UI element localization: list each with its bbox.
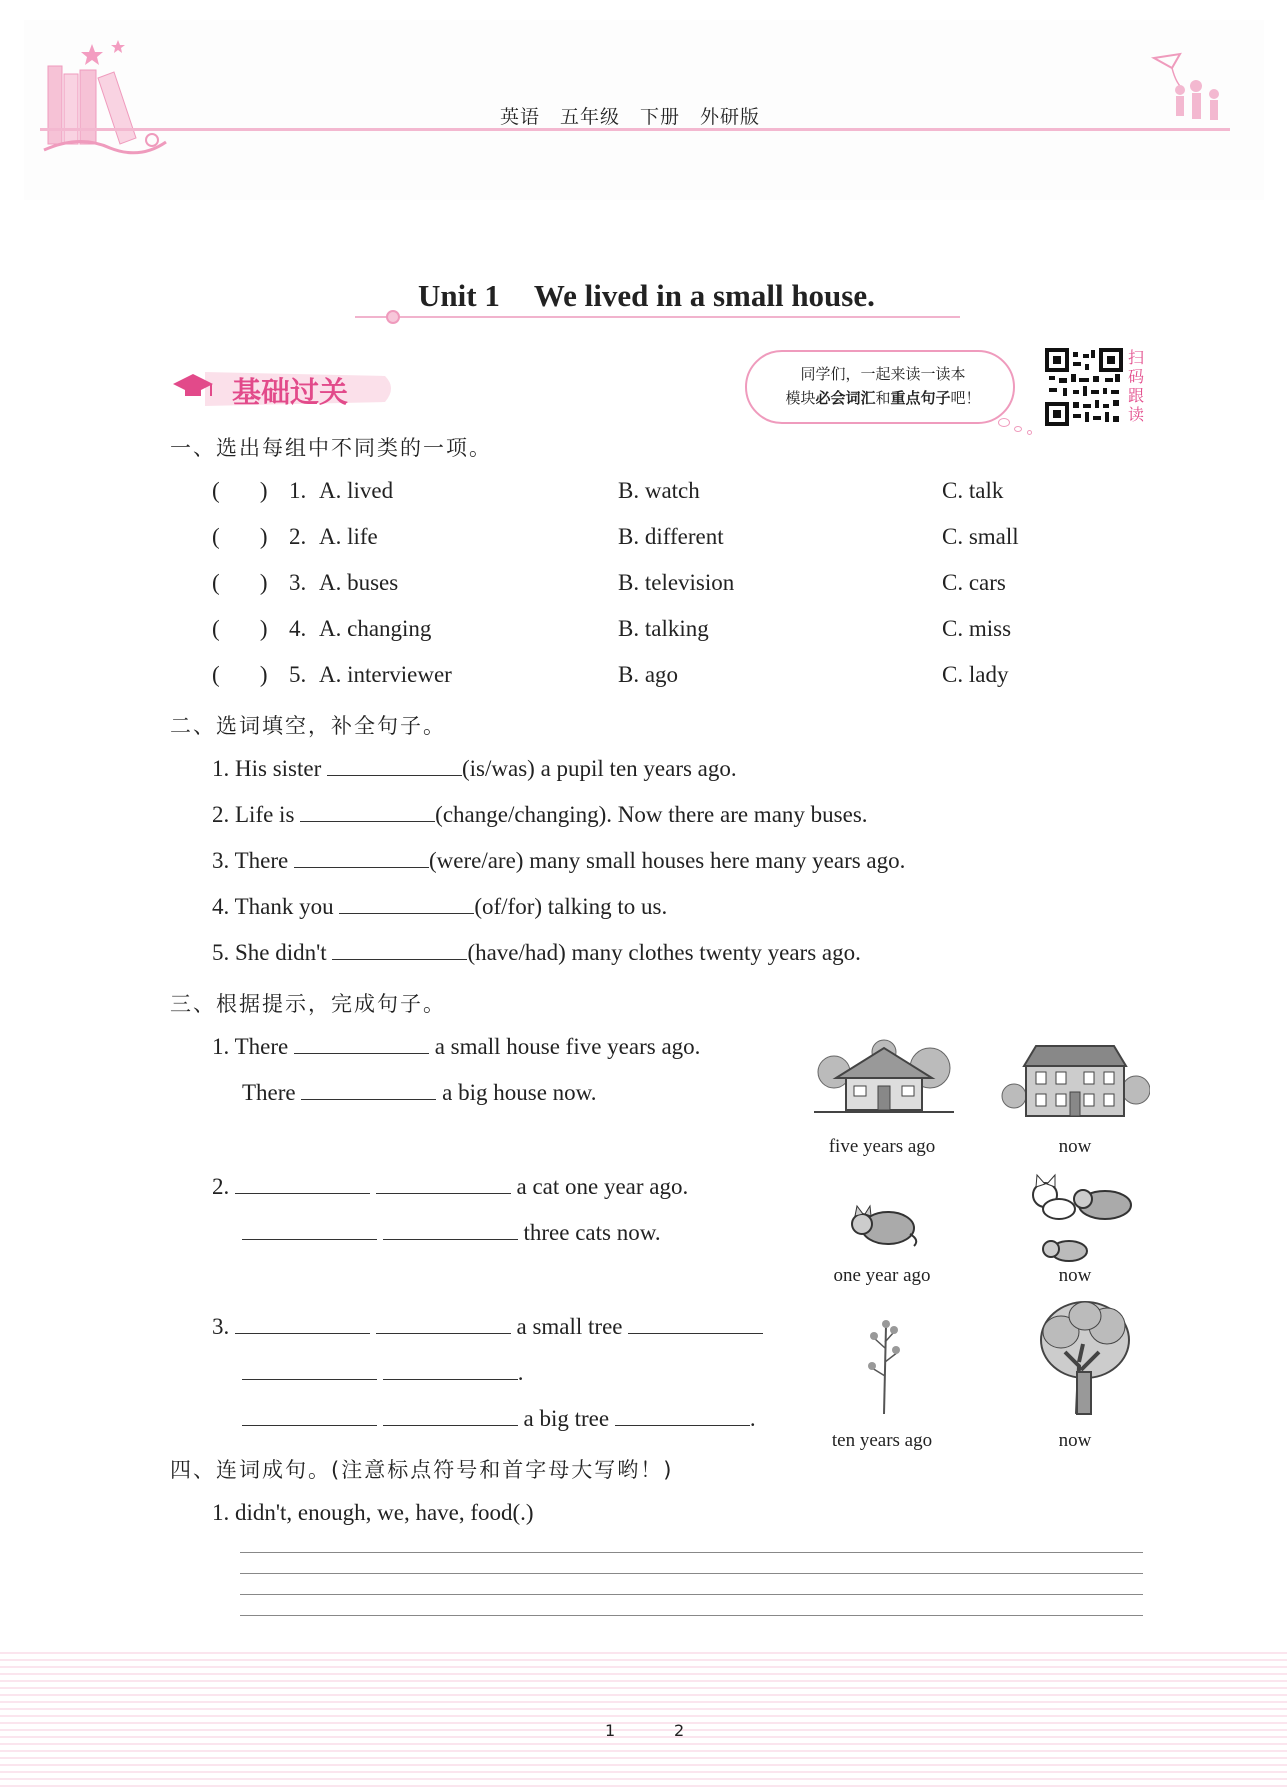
bubble-tail-dot: [1014, 426, 1022, 432]
answer-blank[interactable]: [332, 940, 467, 960]
part2-question-pre: 1. His sister: [212, 756, 322, 781]
part3-q3-mid: a small tree: [516, 1314, 623, 1339]
part1-num: 5.: [289, 662, 307, 687]
header-subject: 英语: [500, 106, 541, 128]
answer-blank[interactable]: [242, 1360, 377, 1380]
header-volume: 下册: [640, 106, 681, 128]
part2-question-post: (is/was) a pupil ten years ago.: [462, 756, 737, 781]
part3-q2-num: 2.: [212, 1174, 230, 1199]
answer-blank[interactable]: [615, 1406, 750, 1426]
page-number-left: 1: [605, 1721, 616, 1740]
part1-option-a: A. buses: [319, 570, 399, 595]
part3-q2-line2: [242, 1220, 661, 1246]
part3-q1-line2-post: a big house now.: [442, 1080, 597, 1105]
part3-q2-line1: [212, 1174, 688, 1200]
unit-name: We lived in a small house.: [533, 278, 875, 313]
part3-q1-line2: [242, 1080, 597, 1106]
part3-q3-line3: [242, 1406, 756, 1432]
part4-heading: 四、连词成句。(注意标点符号和首字母大写哟！): [170, 1458, 674, 1482]
big-house-illustration: [1000, 1040, 1150, 1122]
cat-now-caption: now: [1058, 1265, 1092, 1286]
part3-q3-num: 3.: [212, 1314, 230, 1339]
part1-option-c: C. miss: [942, 616, 1012, 641]
bubble-tail-dot: [1027, 430, 1032, 435]
answer-blank[interactable]: [376, 1174, 511, 1194]
tree-now-caption: now: [1058, 1430, 1092, 1451]
house-now-caption: now: [1058, 1136, 1092, 1157]
cat-past-caption: one year ago: [833, 1265, 931, 1286]
answer-blank[interactable]: [339, 894, 474, 914]
part1-option-c: C. small: [942, 524, 1019, 549]
part2-heading: 二、选词填空，补全句子。: [170, 714, 446, 738]
writing-line[interactable]: [240, 1594, 1143, 1595]
tip-text-and: 和: [875, 389, 891, 407]
answer-blank[interactable]: [294, 1034, 429, 1054]
part1-option-b: B. different: [618, 524, 724, 549]
header-edition: 外研版: [700, 106, 761, 128]
big-tree-illustration: [1035, 1296, 1135, 1416]
answer-blank[interactable]: [327, 756, 462, 776]
part1-paren: ( ): [212, 524, 268, 549]
part3-q1-line2-pre: There: [242, 1080, 296, 1105]
small-tree-illustration: [860, 1318, 910, 1418]
section-title: 基础过关: [232, 375, 349, 409]
part3-q1-post: a small house five years ago.: [434, 1034, 701, 1059]
part1-option-a: A. changing: [319, 616, 432, 641]
writing-line[interactable]: [240, 1573, 1143, 1574]
part1-option-b: B. ago: [618, 662, 679, 687]
part2-question-pre: 5. She didn't: [212, 940, 327, 965]
part3-heading: 三、根据提示，完成句子。: [170, 992, 446, 1016]
answer-blank[interactable]: [383, 1406, 518, 1426]
part1-option-c: C. talk: [942, 478, 1004, 503]
title-underline: [355, 316, 960, 318]
answer-blank[interactable]: [383, 1360, 518, 1380]
qr-label: 扫码跟读: [1128, 348, 1145, 424]
part1-option-c: C. cars: [942, 570, 1006, 595]
tip-text-vocab: 必会词汇: [815, 389, 876, 407]
part3-q3-line3-mid: a big tree: [523, 1406, 610, 1431]
part1-num: 4.: [289, 616, 307, 641]
part2-question: [212, 756, 737, 782]
bubble-tail-dot: [998, 418, 1010, 427]
footer-band: [0, 1652, 1287, 1789]
part1-option-a: A. interviewer: [319, 662, 452, 687]
part1-option-a: A. lived: [319, 478, 394, 503]
tip-text-a: 模块: [785, 389, 816, 407]
title-dot: [386, 310, 400, 324]
part2-question: [212, 940, 861, 966]
header-title: [500, 102, 780, 129]
part3-q3-line1: [212, 1314, 763, 1340]
header-grade: 五年级: [560, 106, 621, 128]
part2-question-post: (have/had) many clothes twenty years ago.: [467, 940, 861, 965]
answer-blank[interactable]: [628, 1314, 763, 1334]
part1-heading: 一、选出每组中不同类的一项。: [170, 436, 492, 460]
answer-blank[interactable]: [294, 848, 429, 868]
part1-option-b: B. watch: [618, 478, 700, 503]
answer-blank[interactable]: [242, 1220, 377, 1240]
part1-option-b: B. talking: [618, 616, 709, 641]
part1-option-b: B. television: [618, 570, 735, 595]
unit-title: [418, 278, 875, 314]
children-kite-icon: [1150, 50, 1230, 130]
tree-past-caption: ten years ago: [831, 1430, 933, 1451]
part1-paren: ( ): [212, 478, 268, 503]
answer-blank[interactable]: [235, 1314, 370, 1334]
part3-q3-line3-end: .: [749, 1406, 756, 1431]
part1-option-c: C. lady: [942, 662, 1009, 687]
part3-q2-post: a cat one year ago.: [516, 1174, 689, 1199]
part1-paren: ( ): [212, 662, 268, 687]
part3-q2-line2-post: three cats now.: [523, 1220, 661, 1245]
unit-number: Unit 1: [418, 278, 500, 313]
answer-blank[interactable]: [301, 1080, 436, 1100]
part3-q3-line2: [242, 1360, 524, 1386]
answer-blank[interactable]: [242, 1406, 377, 1426]
part1-num: 1.: [289, 478, 307, 503]
answer-blank[interactable]: [300, 802, 435, 822]
page-number-right: 2: [674, 1721, 685, 1740]
part2-question-pre: 2. Life is: [212, 802, 295, 827]
part1-paren: ( ): [212, 616, 268, 641]
writing-line[interactable]: [240, 1552, 1143, 1553]
one-cat-illustration: [840, 1200, 920, 1250]
writing-line[interactable]: [240, 1615, 1143, 1616]
part2-question-post: (of/for) talking to us.: [474, 894, 668, 919]
part2-question: [212, 894, 667, 920]
part1-num: 2.: [289, 524, 307, 549]
tip-text-sentences: 重点句子: [890, 389, 951, 407]
part3-q3-line2-end: .: [517, 1360, 524, 1385]
part2-question: [212, 848, 905, 874]
part2-question-pre: 3. There: [212, 848, 289, 873]
tip-line-2: [758, 386, 1008, 410]
part3-q1-pre: 1. There: [212, 1034, 289, 1059]
part2-question-pre: 4. Thank you: [212, 894, 334, 919]
part2-question-post: (were/are) many small houses here many years ago.: [428, 848, 906, 873]
house-past-caption: five years ago: [828, 1136, 936, 1157]
part1-paren: ( ): [212, 570, 268, 595]
part1-option-a: A. life: [319, 524, 378, 549]
qr-code-icon[interactable]: [1045, 348, 1123, 426]
tip-text-end: 吧！: [950, 389, 981, 407]
part4-question: 1. didn't, enough, we, have, food(.): [212, 1500, 534, 1525]
answer-blank[interactable]: [383, 1220, 518, 1240]
part2-question: [212, 802, 868, 828]
three-cats-illustration: [1025, 1165, 1135, 1265]
part3-q1-line1: [212, 1034, 700, 1060]
tip-bubble-text: [758, 362, 1008, 410]
part2-question-post: (change/changing). Now there are many buses.: [435, 802, 868, 827]
books-logo-icon: [40, 38, 170, 156]
answer-blank[interactable]: [235, 1174, 370, 1194]
part1-num: 3.: [289, 570, 307, 595]
answer-blank[interactable]: [376, 1314, 511, 1334]
small-house-illustration: [814, 1038, 954, 1118]
tip-line-1: 同学们，一起来读一读本: [800, 365, 966, 383]
